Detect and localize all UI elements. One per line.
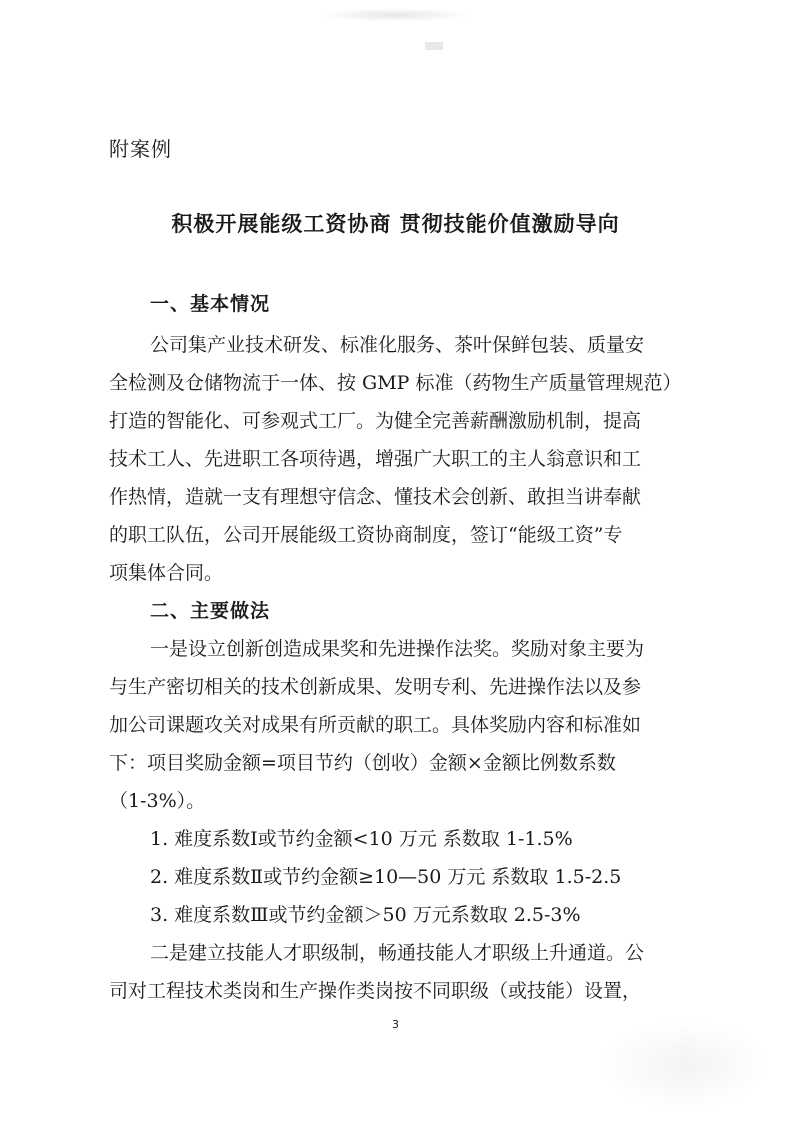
section-heading-basic: 一、基本情况 (150, 293, 271, 315)
list-item: 1. 难度系数Ⅰ或节约金额<10 万元 系数取 1-1.5% (150, 828, 573, 850)
list-item: 3. 难度系数Ⅲ或节约金额＞50 万元系数取 2.5-3% (150, 904, 581, 926)
document-title: 积极开展能级工资协商 贯彻技能价值激励导向 (171, 212, 620, 236)
scan-smudge (320, 8, 470, 22)
paragraph-line: 与生产密切相关的技术创新成果、发明专利、先进操作法以及参 (109, 676, 642, 698)
list-item: 2. 难度系数Ⅱ或节约金额≥10—50 万元 系数取 1.5-2.5 (150, 866, 622, 888)
paragraph-line: 下：项目奖励金额=项目节约（创收）金额×金额比例数系数 (109, 752, 616, 774)
scan-smudge (600, 1020, 770, 1110)
paragraph-line: 的职工队伍，公司开展能级工资协商制度，签订“能级工资”专 (109, 524, 623, 546)
paragraph-line: 一是设立创新创造成果奖和先进操作法奖。奖励对象主要为 (150, 638, 645, 660)
paragraph-line: 司对工程技术类岗和生产操作类岗按不同职级（或技能）设置， (109, 980, 642, 1002)
paragraph-line: 项集体合同。 (109, 562, 224, 584)
paragraph-line: 全检测及仓储物流于一体、按 GMP 标准（药物生产质量管理规范） (109, 372, 682, 394)
paragraph-line: 技术工人、先进职工各项待遇，增强广大职工的主人翁意识和工 (109, 448, 642, 470)
scan-smudge (425, 42, 443, 50)
section-heading-practices: 二、主要做法 (150, 600, 271, 622)
paragraph-line: 公司集产业技术研发、标准化服务、茶叶保鲜包装、质量安 (150, 334, 645, 356)
annex-label: 附案例 (109, 137, 172, 161)
paragraph-line: （1-3%）。 (109, 790, 206, 812)
paragraph-line: 二是建立技能人才职级制，畅通技能人才职级上升通道。公 (150, 942, 645, 964)
paragraph-line: 加公司课题攻关对成果有所贡献的职工。具体奖励内容和标准如 (109, 714, 642, 736)
paragraph-line: 打造的智能化、可参观式工厂。为健全完善薪酬激励机制，提高 (109, 410, 642, 432)
page-number: 3 (392, 1018, 399, 1031)
paragraph-line: 作热情，造就一支有理想守信念、懂技术会创新、敢担当讲奉献 (109, 486, 642, 508)
